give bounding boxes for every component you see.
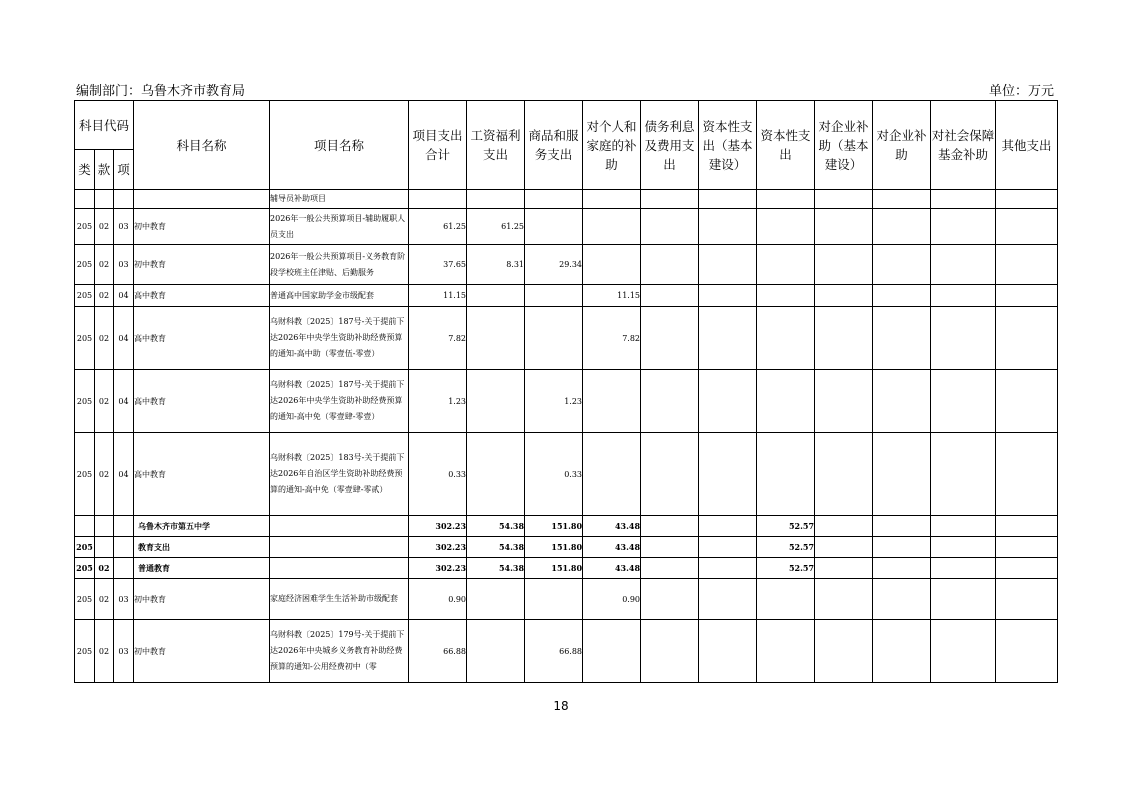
cell-capital-basic (699, 558, 757, 579)
cell-code-xiang: 03 (114, 620, 134, 683)
cell-code-kuan (95, 516, 114, 537)
cell-goods-services: 151.80 (525, 558, 583, 579)
cell-enterprise-basic (815, 307, 873, 370)
cell-social-security (931, 558, 996, 579)
compiling-department: 编制部门：乌鲁木齐市教育局 (76, 84, 246, 99)
cell-project-name: 2026年一般公共预算项目-辅助履职人员支出 (270, 209, 409, 245)
cell-debt-interest (641, 307, 699, 370)
cell-subject-name: 普通教育 (134, 558, 270, 579)
cell-code-kuan: 02 (95, 245, 114, 285)
cell-social-security (931, 620, 996, 683)
cell-social-security (931, 537, 996, 558)
col-capital-basic: 资本性支出（基本建设） (699, 101, 757, 190)
cell-debt-interest (641, 558, 699, 579)
cell-code-lei: 205 (75, 370, 95, 433)
page-number: 18 (553, 699, 569, 713)
cell-code-lei (75, 516, 95, 537)
col-enterprise: 对企业补助 (873, 101, 931, 190)
cell-other (996, 537, 1058, 558)
cell-total: 7.82 (409, 307, 467, 370)
cell-goods-services (525, 285, 583, 307)
cell-code-lei: 205 (75, 307, 95, 370)
cell-code-lei: 205 (75, 620, 95, 683)
cell-social-security (931, 433, 996, 516)
cell-enterprise (873, 190, 931, 209)
col-enterprise-basic: 对企业补助（基本建设） (815, 101, 873, 190)
cell-debt-interest (641, 620, 699, 683)
cell-personal-subsidy (583, 433, 641, 516)
cell-project-name: 辅导员补助项目 (270, 190, 409, 209)
cell-other (996, 558, 1058, 579)
cell-capital (757, 245, 815, 285)
cell-capital-basic (699, 516, 757, 537)
cell-project-name: 家庭经济困难学生生活补助市级配套 (270, 579, 409, 620)
unit-label: 单位：万元 (988, 84, 1054, 99)
cell-other (996, 370, 1058, 433)
cell-salary (467, 579, 525, 620)
col-debt-interest: 债务利息及费用支出 (641, 101, 699, 190)
table-row (75, 516, 1058, 537)
cell-capital (757, 209, 815, 245)
cell-subject-name: 初中教育 (134, 245, 270, 285)
cell-goods-services: 1.23 (525, 370, 583, 433)
cell-enterprise (873, 620, 931, 683)
cell-subject-name: 高中教育 (134, 433, 270, 516)
table-row (75, 307, 1058, 370)
cell-personal-subsidy: 43.48 (583, 558, 641, 579)
cell-salary (467, 285, 525, 307)
cell-personal-subsidy: 7.82 (583, 307, 641, 370)
cell-enterprise (873, 537, 931, 558)
cell-subject-name (134, 190, 270, 209)
cell-personal-subsidy (583, 245, 641, 285)
cell-enterprise (873, 307, 931, 370)
cell-code-lei: 205 (75, 209, 95, 245)
cell-capital (757, 307, 815, 370)
cell-code-xiang (114, 537, 134, 558)
cell-code-lei: 205 (75, 285, 95, 307)
cell-capital (757, 620, 815, 683)
col-goods-services: 商品和服务支出 (525, 101, 583, 190)
cell-code-kuan: 02 (95, 579, 114, 620)
col-subject-code: 科目代码 (75, 101, 134, 150)
cell-capital (757, 579, 815, 620)
cell-total: 0.90 (409, 579, 467, 620)
col-project-name: 项目名称 (270, 101, 409, 190)
col-other: 其他支出 (996, 101, 1058, 190)
cell-enterprise (873, 370, 931, 433)
cell-enterprise-basic (815, 579, 873, 620)
table-row (75, 558, 1058, 579)
col-code-kuan: 款 (95, 150, 114, 190)
cell-personal-subsidy: 0.90 (583, 579, 641, 620)
cell-personal-subsidy: 43.48 (583, 537, 641, 558)
cell-code-lei: 205 (75, 537, 95, 558)
cell-code-kuan: 02 (95, 620, 114, 683)
cell-other (996, 190, 1058, 209)
cell-code-lei: 205 (75, 245, 95, 285)
cell-total: 37.65 (409, 245, 467, 285)
cell-total: 0.33 (409, 433, 467, 516)
cell-other (996, 620, 1058, 683)
cell-enterprise-basic (815, 537, 873, 558)
cell-capital-basic (699, 537, 757, 558)
cell-code-kuan: 02 (95, 558, 114, 579)
cell-code-kuan: 02 (95, 209, 114, 245)
cell-goods-services: 66.88 (525, 620, 583, 683)
cell-salary: 61.25 (467, 209, 525, 245)
cell-personal-subsidy (583, 370, 641, 433)
cell-capital-basic (699, 209, 757, 245)
cell-capital-basic (699, 285, 757, 307)
cell-debt-interest (641, 370, 699, 433)
cell-other (996, 209, 1058, 245)
cell-project-name: 乌财科教〔2025〕187号-关于提前下达2026年中央学生资助补助经费预算的通知-高中免（零壹肆-零壹） (270, 370, 409, 433)
cell-total: 1.23 (409, 370, 467, 433)
cell-project-name: 普通高中国家助学金市级配套 (270, 285, 409, 307)
table-row (75, 579, 1058, 620)
col-subject-name: 科目名称 (134, 101, 270, 190)
cell-subject-name: 高中教育 (134, 285, 270, 307)
cell-personal-subsidy (583, 209, 641, 245)
cell-subject-name: 教育支出 (134, 537, 270, 558)
cell-code-xiang: 04 (114, 433, 134, 516)
cell-code-xiang (114, 190, 134, 209)
cell-total: 66.88 (409, 620, 467, 683)
cell-enterprise-basic (815, 620, 873, 683)
cell-code-lei (75, 190, 95, 209)
cell-goods-services: 151.80 (525, 516, 583, 537)
cell-total: 61.25 (409, 209, 467, 245)
cell-code-kuan: 02 (95, 307, 114, 370)
cell-enterprise (873, 285, 931, 307)
cell-goods-services (525, 209, 583, 245)
cell-personal-subsidy (583, 620, 641, 683)
cell-enterprise-basic (815, 209, 873, 245)
cell-enterprise-basic (815, 558, 873, 579)
table-row (75, 245, 1058, 285)
cell-enterprise (873, 516, 931, 537)
cell-code-kuan: 02 (95, 433, 114, 516)
col-total: 项目支出合计 (409, 101, 467, 190)
cell-code-kuan: 02 (95, 285, 114, 307)
col-salary: 工资福利支出 (467, 101, 525, 190)
cell-subject-name: 初中教育 (134, 579, 270, 620)
cell-other (996, 285, 1058, 307)
cell-code-lei: 205 (75, 433, 95, 516)
cell-enterprise (873, 579, 931, 620)
cell-project-name (270, 516, 409, 537)
cell-code-xiang: 04 (114, 370, 134, 433)
cell-other (996, 516, 1058, 537)
cell-project-name (270, 558, 409, 579)
cell-goods-services: 29.34 (525, 245, 583, 285)
cell-social-security (931, 190, 996, 209)
table-row (75, 190, 1058, 209)
cell-enterprise-basic (815, 433, 873, 516)
table-row (75, 209, 1058, 245)
cell-personal-subsidy: 43.48 (583, 516, 641, 537)
cell-project-name: 乌财科教〔2025〕179号-关于提前下达2026年中央城乡义务教育补助经费预算的通知-公用经费初中（零 (270, 620, 409, 683)
cell-debt-interest (641, 285, 699, 307)
cell-other (996, 307, 1058, 370)
cell-capital (757, 433, 815, 516)
cell-salary: 54.38 (467, 516, 525, 537)
cell-total: 11.15 (409, 285, 467, 307)
table-row (75, 620, 1058, 683)
cell-project-name: 乌财科教〔2025〕187号-关于提前下达2026年中央学生资助补助经费预算的通知-高中助（零壹伍-零壹） (270, 307, 409, 370)
cell-code-xiang: 04 (114, 285, 134, 307)
cell-total (409, 190, 467, 209)
cell-project-name: 乌财科教〔2025〕183号-关于提前下达2026年自治区学生资助补助经费预算的通知-高中免（零壹肆-零贰） (270, 433, 409, 516)
cell-capital-basic (699, 245, 757, 285)
col-code-lei: 类 (75, 150, 95, 190)
cell-capital (757, 190, 815, 209)
cell-enterprise-basic (815, 190, 873, 209)
cell-salary (467, 190, 525, 209)
cell-goods-services: 151.80 (525, 537, 583, 558)
cell-debt-interest (641, 245, 699, 285)
cell-capital-basic (699, 620, 757, 683)
cell-social-security (931, 370, 996, 433)
cell-capital (757, 370, 815, 433)
cell-capital-basic (699, 307, 757, 370)
cell-salary: 54.38 (467, 558, 525, 579)
cell-enterprise (873, 558, 931, 579)
cell-debt-interest (641, 433, 699, 516)
cell-code-xiang: 03 (114, 209, 134, 245)
cell-social-security (931, 245, 996, 285)
cell-code-xiang (114, 558, 134, 579)
cell-subject-name: 高中教育 (134, 370, 270, 433)
cell-debt-interest (641, 579, 699, 620)
cell-goods-services (525, 190, 583, 209)
cell-capital-basic (699, 190, 757, 209)
cell-total: 302.23 (409, 537, 467, 558)
project-expenditure-table (74, 100, 1058, 683)
col-capital: 资本性支出 (757, 101, 815, 190)
cell-enterprise-basic (815, 370, 873, 433)
cell-social-security (931, 307, 996, 370)
cell-code-xiang: 03 (114, 245, 134, 285)
cell-subject-name: 初中教育 (134, 620, 270, 683)
cell-subject-name: 乌鲁木齐市第五中学 (134, 516, 270, 537)
cell-code-kuan (95, 537, 114, 558)
table-row (75, 370, 1058, 433)
cell-other (996, 433, 1058, 516)
cell-capital (757, 285, 815, 307)
cell-total: 302.23 (409, 516, 467, 537)
col-personal-subsidy: 对个人和家庭的补助 (583, 101, 641, 190)
cell-code-xiang: 03 (114, 579, 134, 620)
cell-personal-subsidy (583, 190, 641, 209)
cell-capital-basic (699, 579, 757, 620)
cell-salary (467, 307, 525, 370)
cell-enterprise-basic (815, 285, 873, 307)
cell-salary: 54.38 (467, 537, 525, 558)
cell-project-name (270, 537, 409, 558)
cell-code-kuan: 02 (95, 370, 114, 433)
cell-project-name: 2026年一般公共预算项目-义务教育阶段学校班主任津贴、后勤服务 (270, 245, 409, 285)
col-code-xiang: 项 (114, 150, 134, 190)
cell-social-security (931, 579, 996, 620)
cell-goods-services (525, 307, 583, 370)
cell-personal-subsidy: 11.15 (583, 285, 641, 307)
cell-other (996, 579, 1058, 620)
col-social-security: 对社会保障基金补助 (931, 101, 996, 190)
cell-subject-name: 高中教育 (134, 307, 270, 370)
cell-social-security (931, 285, 996, 307)
cell-debt-interest (641, 537, 699, 558)
cell-enterprise-basic (815, 516, 873, 537)
table-row (75, 285, 1058, 307)
cell-subject-name: 初中教育 (134, 209, 270, 245)
cell-social-security (931, 209, 996, 245)
cell-goods-services (525, 579, 583, 620)
cell-enterprise (873, 245, 931, 285)
cell-capital: 52.57 (757, 516, 815, 537)
cell-capital: 52.57 (757, 537, 815, 558)
cell-code-xiang (114, 516, 134, 537)
cell-debt-interest (641, 190, 699, 209)
cell-code-lei: 205 (75, 558, 95, 579)
cell-salary (467, 433, 525, 516)
table-row (75, 433, 1058, 516)
cell-capital-basic (699, 433, 757, 516)
cell-enterprise (873, 433, 931, 516)
cell-social-security (931, 516, 996, 537)
cell-capital-basic (699, 370, 757, 433)
cell-other (996, 245, 1058, 285)
cell-goods-services: 0.33 (525, 433, 583, 516)
table-row (75, 537, 1058, 558)
cell-capital: 52.57 (757, 558, 815, 579)
cell-code-xiang: 04 (114, 307, 134, 370)
cell-enterprise (873, 209, 931, 245)
cell-total: 302.23 (409, 558, 467, 579)
cell-enterprise-basic (815, 245, 873, 285)
cell-salary (467, 370, 525, 433)
cell-debt-interest (641, 516, 699, 537)
cell-code-lei: 205 (75, 579, 95, 620)
cell-code-kuan (95, 190, 114, 209)
cell-debt-interest (641, 209, 699, 245)
cell-salary: 8.31 (467, 245, 525, 285)
cell-salary (467, 620, 525, 683)
table-body (75, 190, 1058, 683)
